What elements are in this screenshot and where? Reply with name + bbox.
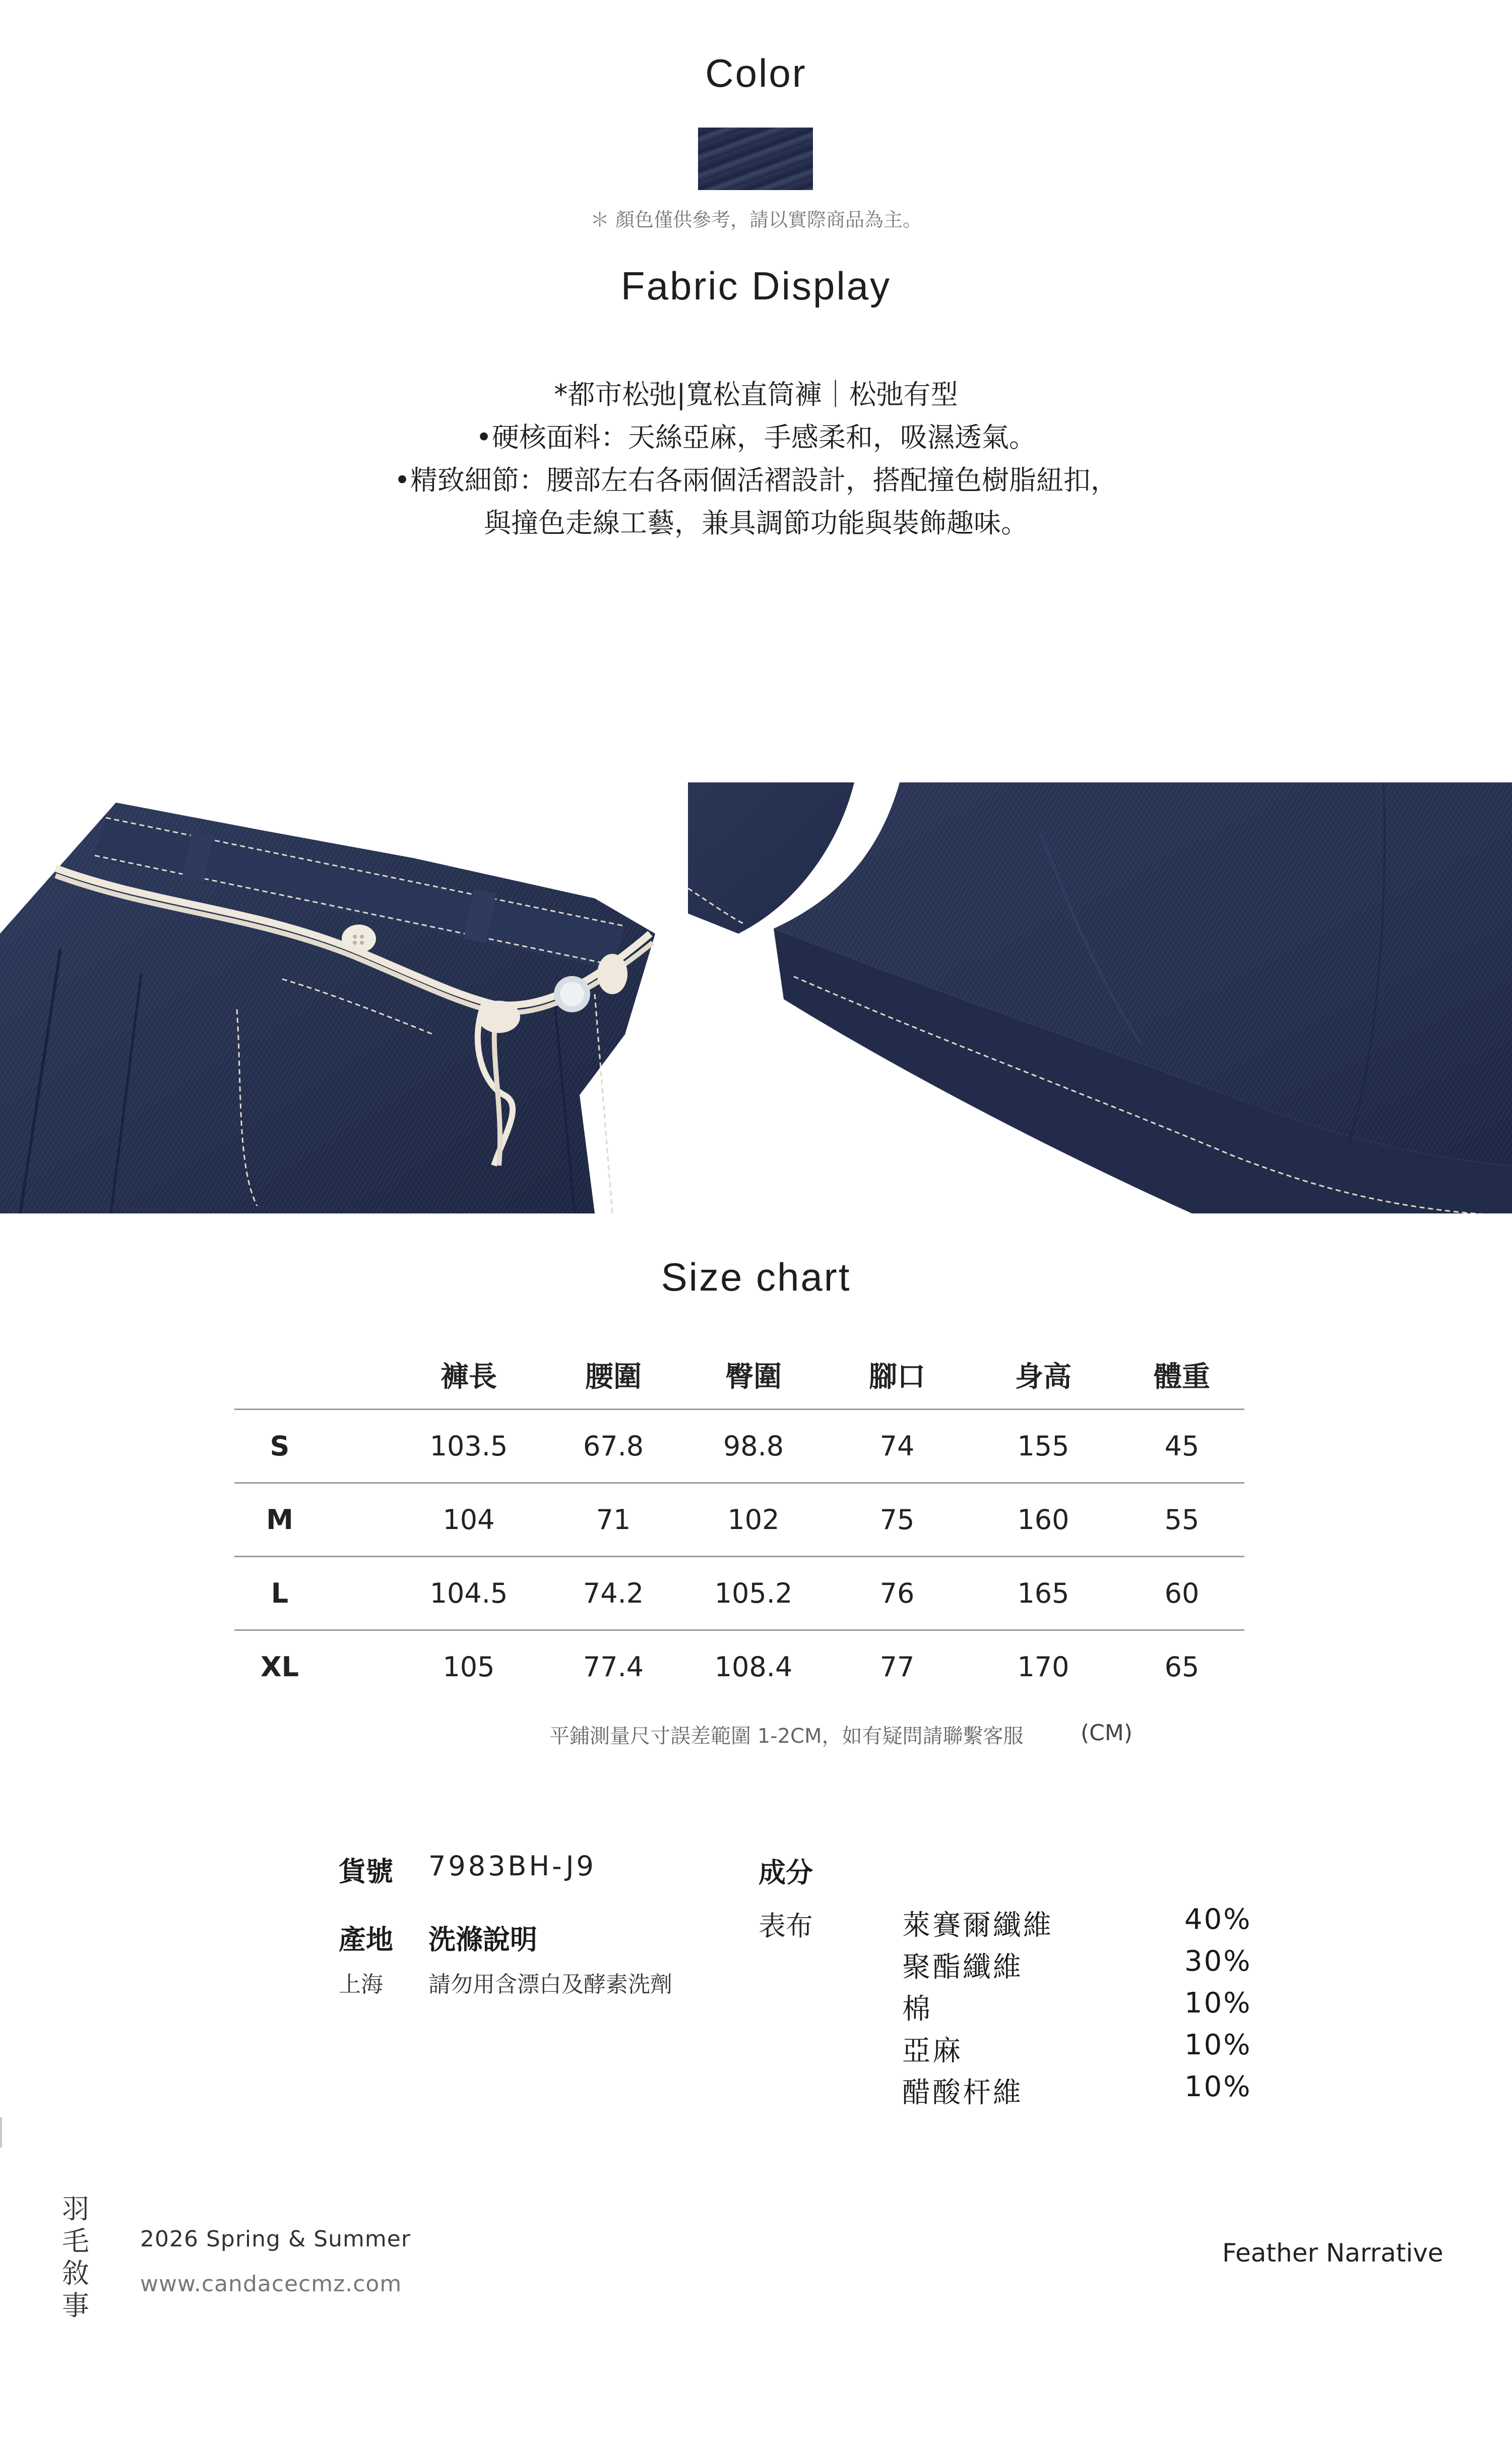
col-header-waist: 腰圍 — [585, 1361, 642, 1393]
fabric-line: *都市松弛|寬松直筒褲｜松弛有型 — [554, 379, 958, 410]
table-cell: 104.5 — [429, 1577, 508, 1609]
table-cell: 160 — [1017, 1504, 1069, 1536]
table-cell: 67.8 — [583, 1430, 644, 1462]
composition-part: 表布 — [759, 1910, 813, 1942]
composition-fiber: 棉 — [902, 1993, 932, 2026]
size-label: M — [266, 1504, 293, 1536]
color-note: ＊ 顏色僅供參考，請以實際商品為主。 — [590, 209, 922, 231]
origin-label: 產地 — [339, 1924, 393, 1956]
brand-char: 事 — [62, 2290, 89, 2322]
composition-percent: 30% — [1184, 1945, 1252, 1978]
table-cell: 105.2 — [714, 1577, 793, 1609]
composition-percent: 10% — [1184, 2029, 1252, 2061]
season-label: 2026 Spring & Summer — [140, 2226, 411, 2252]
table-cell: 77 — [879, 1651, 915, 1683]
denim-waist-photo — [0, 782, 685, 1213]
color-title: Color — [705, 51, 807, 95]
table-cell: 165 — [1017, 1577, 1069, 1609]
brand-name: Feather Narrative — [1222, 2238, 1443, 2268]
fabric-line: •精致細節：腰部左右各兩個活褶設計，搭配撞色樹脂紐扣， — [394, 464, 1118, 496]
denim-hem-photo — [688, 782, 1512, 1213]
sku-label: 貨號 — [339, 1856, 393, 1887]
table-cell: 75 — [879, 1504, 915, 1536]
edge-divider — [0, 2117, 2, 2148]
size-label: S — [270, 1430, 290, 1462]
brand-vertical-text — [62, 2193, 92, 2322]
size-chart-unit: (CM) — [1081, 1720, 1133, 1746]
table-cell: 103.5 — [429, 1430, 508, 1462]
composition-percent: 40% — [1184, 1903, 1252, 1936]
table-cell: 55 — [1164, 1504, 1200, 1536]
size-label: L — [271, 1577, 289, 1609]
sku-value: 7983BH-J9 — [428, 1850, 596, 1882]
table-cell: 77.4 — [583, 1651, 644, 1683]
table-row — [234, 1409, 1244, 1482]
size-label: XL — [260, 1651, 299, 1683]
table-cell: 98.8 — [723, 1430, 784, 1462]
composition-fiber: 亞麻 — [902, 2035, 963, 2067]
size-chart-note: 平鋪測量尺寸誤差範圍 1-2CM，如有疑問請聯繫客服 — [549, 1725, 1024, 1748]
table-cell: 45 — [1164, 1430, 1200, 1462]
table-cell: 60 — [1164, 1577, 1200, 1609]
table-cell: 104 — [443, 1504, 495, 1536]
size-chart-table — [234, 1341, 1244, 1703]
table-cell: 102 — [727, 1504, 780, 1536]
table-cell: 74 — [879, 1430, 915, 1462]
table-cell: 108.4 — [714, 1651, 793, 1683]
fabric-line: 與撞色走線工藝，兼具調節功能與裝飾趣味。 — [484, 507, 1028, 539]
table-cell: 65 — [1164, 1651, 1200, 1683]
composition-label: 成分 — [759, 1857, 813, 1888]
size-chart-header-row — [234, 1341, 1244, 1409]
table-cell: 105 — [443, 1651, 495, 1683]
col-header-weight: 體重 — [1154, 1361, 1210, 1393]
col-header-hip: 臀圍 — [725, 1361, 782, 1393]
fabric-description — [0, 373, 1512, 544]
composition-fiber: 聚酯纖維 — [902, 1951, 1023, 1984]
table-cell: 74.2 — [583, 1577, 644, 1609]
table-row — [234, 1556, 1244, 1629]
color-swatch[interactable] — [698, 128, 813, 190]
table-cell: 155 — [1017, 1430, 1069, 1462]
origin-value: 上海 — [339, 1972, 383, 1997]
col-header-height: 身高 — [1015, 1361, 1072, 1393]
col-header-hem: 腳口 — [869, 1361, 925, 1393]
brand-char: 毛 — [62, 2225, 89, 2257]
fabric-line: •硬核面料：天絲亞麻，手感柔和，吸濕透氣。 — [476, 421, 1036, 453]
table-row — [234, 1629, 1244, 1703]
col-header-length: 褲長 — [440, 1361, 497, 1393]
brand-char: 羽 — [62, 2193, 89, 2225]
table-cell: 170 — [1017, 1651, 1069, 1683]
fabric-title: Fabric Display — [620, 264, 892, 308]
composition-percent: 10% — [1184, 2070, 1252, 2103]
table-row — [234, 1482, 1244, 1556]
table-cell: 76 — [879, 1577, 915, 1609]
composition-percent: 10% — [1184, 1987, 1252, 2020]
composition-fiber: 萊賽爾纖維 — [902, 1909, 1053, 1942]
table-cell: 71 — [596, 1504, 631, 1536]
brand-char: 敘 — [62, 2257, 89, 2289]
wash-value: 請勿用含漂白及酵素洗劑 — [428, 1972, 672, 1997]
size-chart-title: Size chart — [661, 1255, 851, 1299]
composition-fiber: 醋酸杆維 — [902, 2077, 1023, 2109]
website-link[interactable]: www.candacecmz.com — [140, 2271, 402, 2297]
wash-label: 洗滌說明 — [428, 1924, 537, 1956]
